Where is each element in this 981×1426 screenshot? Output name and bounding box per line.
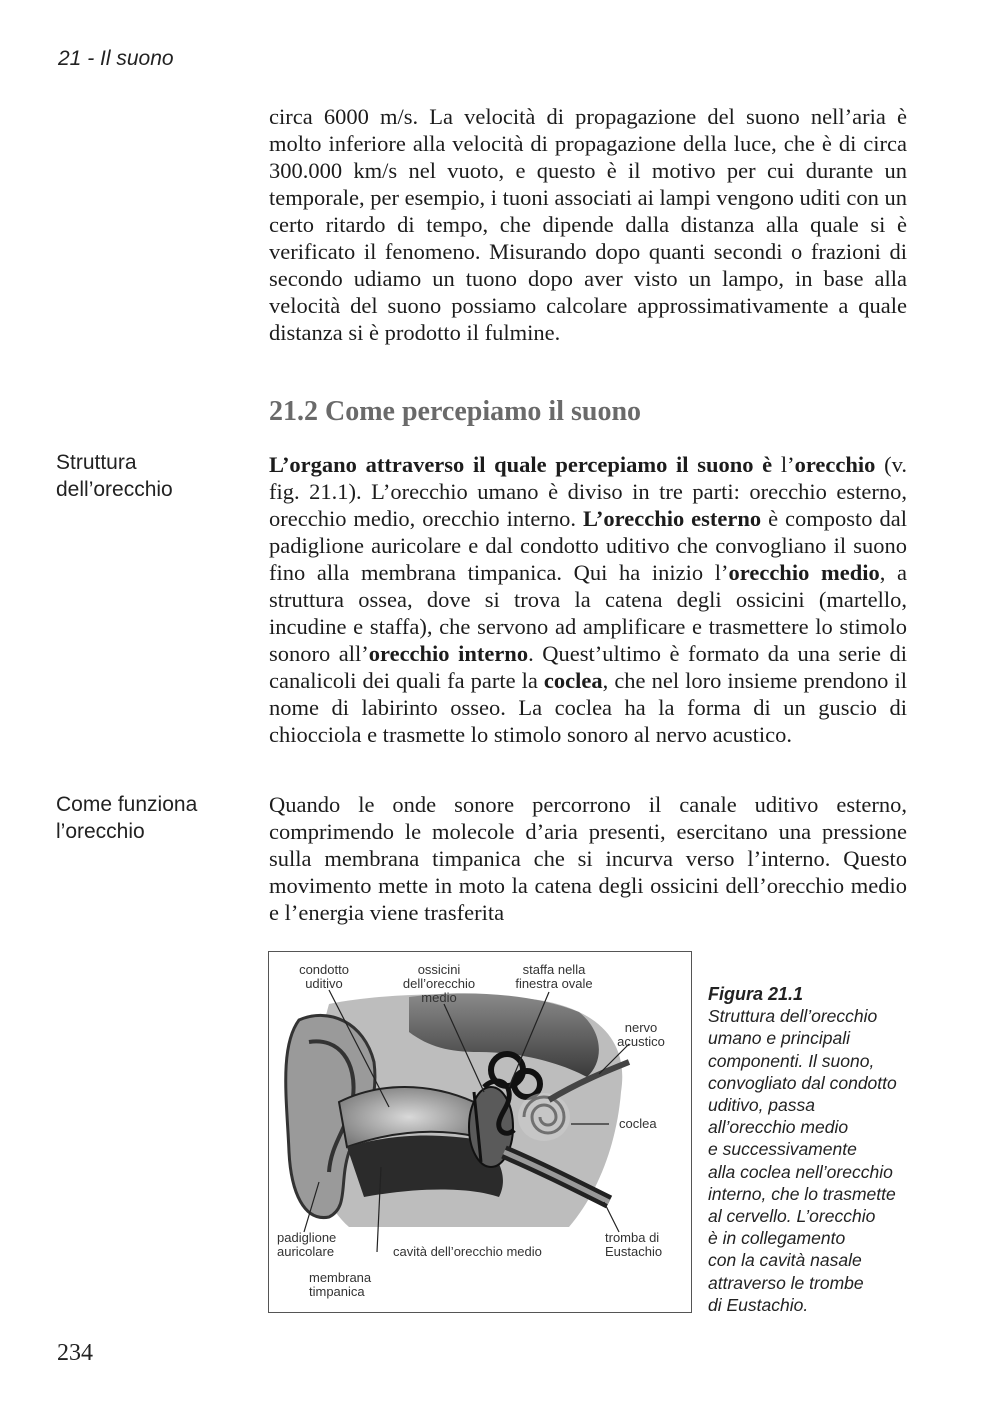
ear-anatomy-figure (268, 951, 692, 1313)
label-condotto-2: uditivo (305, 976, 343, 991)
label-tromba-1: tromba di (605, 1230, 660, 1245)
body-paragraph-2 (269, 451, 907, 748)
text-run: , a struttura ossea, dove si trova la catena degli ossicini (martello, incudine e staffa), che servono ad amplificare e trasmettere lo stimolo sonoro all’ (269, 560, 907, 666)
caption-line: convogliato dal condotto (708, 1072, 897, 1093)
caption-line: all’orecchio medio (708, 1117, 849, 1138)
caption-line: e successivamente (708, 1139, 857, 1160)
text-run: (v. fig. 21.1). L’orecchio umano è diviso in tre parti: orecchio esterno, orecchio medio, orecchio interno. (269, 452, 907, 531)
margin-note-struttura (56, 449, 246, 503)
label-ossicini-3: medio (421, 990, 457, 1005)
body-paragraph-1 (269, 103, 907, 346)
margin-note-line: Come funziona (56, 793, 198, 816)
cochlea-body (518, 1093, 570, 1141)
paragraph-text (269, 451, 907, 748)
running-head: 21 - Il suono (58, 47, 174, 70)
caption-line: attraverso le trombe (708, 1272, 864, 1293)
bold-term-orecchio-interno: orecchio interno (368, 641, 529, 666)
label-padiglione-2: auricolare (277, 1244, 335, 1259)
caption-line: di Eustachio. (708, 1294, 809, 1315)
text-run: , che nel loro insieme prendono il nome di labirinto osseo. La coclea ha la forma di un guscio di chiocciola e trasmette lo stimolo sonoro al nervo acustico. (269, 668, 907, 747)
text-run: è composto dal padiglione auricolare e dal condotto uditivo che convogliano il suono fino alla membrana timpanica. Qui ha inizio l’ (269, 506, 907, 585)
label-condotto-1: condotto (299, 962, 349, 977)
caption-line: uditivo, passa (708, 1095, 816, 1116)
margin-note-line: l’orecchio (56, 820, 145, 843)
paragraph-text: Quando le onde sonore percorrono il canale uditivo esterno, comprimendo le molecole d’aria presenti, esercitano una pressione sulla membrana timpanica che si incurva verso l’interno. Questo movimento mette in moto la catena degli ossicini dell’orecchio medio e l’energia viene trasferita (269, 792, 907, 925)
caption-title: Figura 21.1 (708, 984, 804, 1004)
bold-term-coclea: coclea (543, 668, 603, 693)
label-tromba-2: Eustachio (605, 1244, 663, 1259)
label-nervo-2: acustico (617, 1034, 665, 1049)
caption-line: è in collegamento (708, 1228, 846, 1249)
paragraph-text: circa 6000 m/s. La velocità di propagazione del suono nell’aria è molto inferiore alla velocità di propagazione della luce, che è di circa 300.000 km/s nel vuoto, e questo è il motivo per cui durante un temporale, per esempio, i tuoni associati ai lampi vengono uditi con un certo ritardo di tempo, che dipende dalla distanza alla quale si è verificato il fenomeno. Misurando dopo quanti secondi o frazioni di secondo udiamo un tuono dopo aver visto un lampo, in base alla velocità del suono possiamo calcolare approssimativamente a quale distanza si è prodotto il fulmine. (269, 104, 907, 345)
body-paragraph-3 (269, 791, 907, 926)
margin-note-line: Struttura (56, 451, 137, 474)
text-run: . Quest’ultimo è formato da una serie di canalicoli dei quali fa parte la (269, 641, 907, 693)
caption-line: con la cavità nasale (708, 1250, 862, 1271)
bold-term-orecchio: orecchio (794, 452, 876, 477)
caption-line: interno, che lo trasmette (708, 1183, 896, 1204)
ear-diagram (269, 952, 691, 1312)
label-membrana-1: membrana (309, 1270, 372, 1285)
label-membrana-2: timpanica (309, 1284, 365, 1299)
figure-caption (708, 983, 908, 1316)
label-ossicini-1: ossicini (417, 962, 461, 977)
bold-lead: L’organo attraverso il quale percepiamo il suono è (269, 452, 773, 477)
caption-line: al cervello. L’orecchio (708, 1206, 876, 1227)
page-number: 234 (57, 1340, 93, 1366)
label-cavita: cavità dell’orecchio medio (393, 1244, 542, 1259)
section-heading: 21.2 Come percepiamo il suono (269, 396, 642, 427)
caption-line: Struttura dell’orecchio (708, 1006, 878, 1027)
label-staffa-1: staffa nella (522, 962, 586, 977)
margin-note-come-funziona (56, 791, 246, 845)
margin-note-line: dell’orecchio (56, 478, 173, 501)
caption-line: componenti. Il suono, (708, 1050, 875, 1071)
label-staffa-2: finestra ovale (515, 976, 593, 991)
caption-line: alla coclea nell’orecchio (708, 1161, 893, 1182)
bold-term-orecchio-medio: orecchio medio (728, 560, 880, 585)
label-padiglione-1: padiglione (277, 1230, 337, 1245)
label-nervo-1: nervo (624, 1020, 658, 1035)
text-run: l’ (772, 452, 795, 477)
bold-term-orecchio-esterno: L’orecchio esterno (582, 506, 762, 531)
label-ossicini-2: dell’orecchio (402, 976, 476, 991)
caption-line: umano e principali (708, 1028, 851, 1049)
label-coclea: coclea (619, 1116, 657, 1131)
